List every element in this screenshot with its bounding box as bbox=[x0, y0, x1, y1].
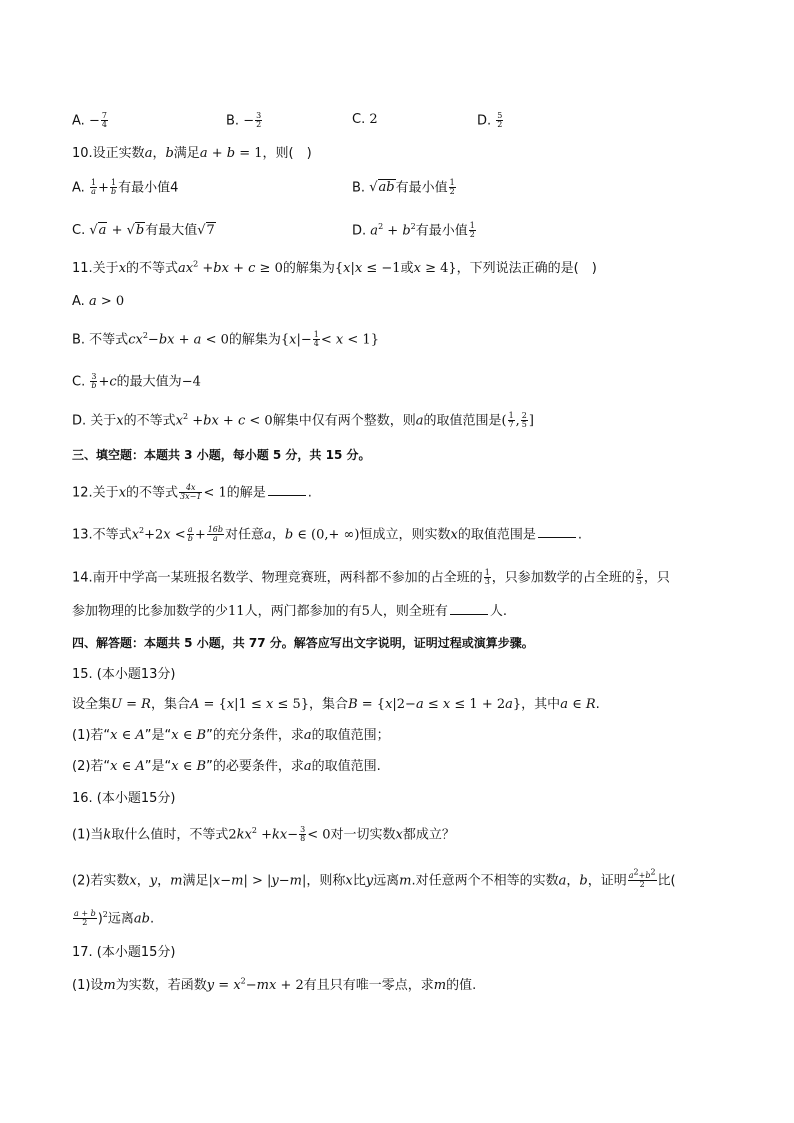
q11-option-a: A. a > 0 bbox=[72, 294, 125, 309]
q9-option-a: A. − $\frac{7}{4}$ bbox=[72, 111, 107, 130]
fraction: $\frac{5}{2}$ bbox=[497, 111, 503, 130]
q10-option-d: D. $a^2 + b^2$有最小值 $\frac{1}{2}$ bbox=[352, 221, 475, 240]
q11-option-d: D. 关于x的不等式$x^2 +bx + c < 0$解集中仅有两个整数，则a的取值范围是( $\frac{1}{7}$ , $\frac{2}{5}$ ] bbox=[72, 411, 534, 430]
q10-option-c: C. √a + √b有最大值√7 bbox=[72, 223, 215, 238]
q10-stem: 10.设正实数a，b满足a + b = 1，则( ) bbox=[72, 146, 312, 161]
q10-option-a: A. $\frac{1}{a}$ + $\frac{1}{b}$ 有最小值4 bbox=[72, 178, 179, 197]
q11-option-c: C. $\frac{3}{b}$ +c的最大值为−4 bbox=[72, 372, 201, 391]
q12: 12.关于x的不等式 $\frac{4x}{3x-1}$ < 1的解是 . bbox=[72, 483, 312, 502]
q15-stem: 设全集U = R，集合A = {x|1 ≤ x ≤ 5}，集合B = {x|2−a ≤ x ≤ 1 + 2a}，其中a ∈ R. bbox=[72, 697, 600, 712]
q10-option-b: B. √ab有最小值 $\frac{1}{2}$ bbox=[352, 178, 455, 197]
answer-blank bbox=[450, 604, 488, 615]
q15-title: 15. (本小题13分) bbox=[72, 667, 176, 682]
fraction: $\frac{7}{4}$ bbox=[101, 111, 107, 130]
q9-option-d: D. $\frac{5}{2}$ bbox=[477, 111, 503, 130]
answer-blank bbox=[538, 527, 576, 538]
q16-part2-line1: (2)若实数x，y，m满足|x−m| > |y−m|，则称x比y远离m.对任意两个不相等的实数a，b，证明 $\frac{a2+b2}{2}$ 比( bbox=[72, 867, 676, 890]
q13: 13.不等式$x^2+2x$ < $\frac{a}{b}$ + $\frac{16b}{a}$ 对任意a，b ∈ (0,+ ∞)恒成立，则实数x的取值范围是 . bbox=[72, 525, 582, 544]
answer-blank bbox=[268, 485, 306, 496]
q15-part1: (1)若“x ∈ A”是“x ∈ B”的充分条件，求a的取值范围； bbox=[72, 728, 390, 743]
q11-stem: 11.关于x的不等式$ax^2 +bx + c \ge 0$的解集为{x|x ≤ −1或x ≥ 4}，下列说法正确的是( ) bbox=[72, 259, 597, 276]
q17-part1: (1)设m为实数，若函数$y = x^2-mx + 2$有且只有唯一零点，求m的值. bbox=[72, 976, 477, 993]
q15-part2: (2)若“x ∈ A”是“x ∈ B”的必要条件，求a的取值范围. bbox=[72, 759, 381, 774]
section-heading-answer: 四、解答题：本题共 5 小题，共 77 分。解答应写出文字说明，证明过程或演算步骤。 bbox=[72, 636, 534, 650]
q14-line1: 14.南开中学高一某班报名数学、物理竞赛班，两科都不参加的占全班的 $\frac{1}{3}$ ，只参加数学的占全班的 $\frac{2}{5}$ ，只 bbox=[72, 568, 670, 587]
section-heading-fill-in: 三、填空题：本题共 3 小题，每小题 5 分，共 15 分。 bbox=[72, 448, 371, 462]
q11-option-b: B. 不等式$cx^2-bx + a < 0$的解集为{x|− $\frac{1}{4}$ < x < 1} bbox=[72, 330, 379, 349]
q16-part1: (1)当k取什么值时，不等式$2kx^2 +kx-$ $\frac{3}{8}$ < 0对一切实数x都成立？ bbox=[72, 825, 455, 844]
q16-part2-line2: $\frac{a + b}{2}$ )$^2$远离ab. bbox=[74, 909, 155, 928]
fraction: $\frac{3}{2}$ bbox=[256, 111, 262, 130]
q14-line2: 参加物理的比参加数学的少11人，两门都参加的有5人，则全班有 人. bbox=[72, 604, 508, 619]
q9-option-c: C. 2 bbox=[352, 112, 378, 127]
q17-title: 17. (本小题15分) bbox=[72, 945, 176, 960]
q9-option-b: B. − $\frac{3}{2}$ bbox=[226, 111, 262, 130]
q16-title: 16. (本小题15分) bbox=[72, 791, 176, 806]
